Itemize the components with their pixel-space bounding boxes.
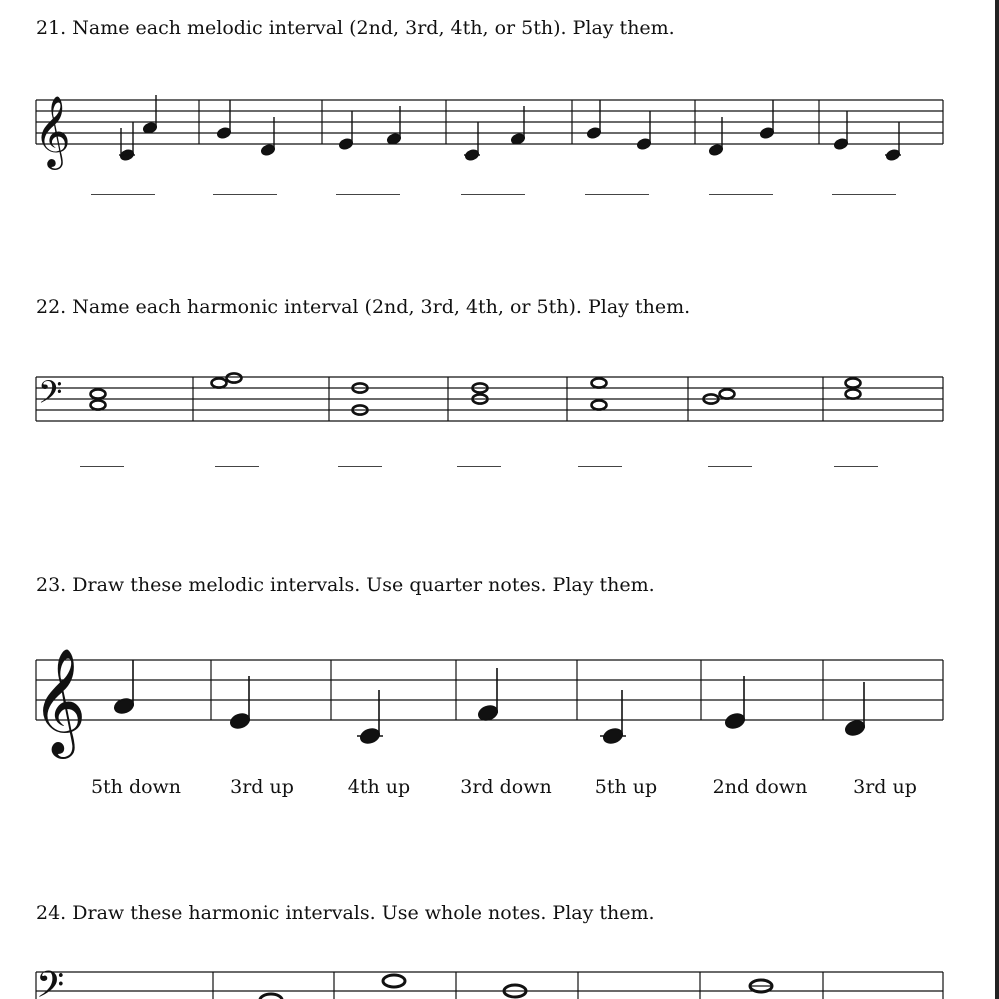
answer-blank-21-4[interactable]	[461, 194, 525, 195]
note-c4	[602, 727, 624, 746]
direction-label-3: 4th up	[347, 776, 411, 798]
whole-note	[91, 400, 106, 409]
answer-blank-21-3[interactable]	[336, 194, 400, 195]
bass-clef-icon: 𝄢	[36, 964, 65, 999]
answer-blank-22-7[interactable]	[834, 466, 878, 467]
whole-note	[592, 378, 607, 387]
question-21-staff	[0, 80, 999, 180]
question-22-staff	[0, 365, 999, 445]
answer-blank-21-7[interactable]	[832, 194, 896, 195]
answer-blank-22-1[interactable]	[80, 466, 124, 467]
whole-note	[592, 400, 607, 409]
question-24-title: 24. Draw these harmonic intervals. Use whole notes. Play them.	[36, 902, 655, 924]
direction-label-7: 3rd up	[853, 776, 917, 798]
direction-label-2: 3rd up	[230, 776, 294, 798]
note-c4	[359, 727, 381, 746]
question-23-title: 23. Draw these melodic intervals. Use quarter notes. Play them.	[36, 574, 655, 596]
note-e4	[229, 712, 251, 731]
answer-blank-21-6[interactable]	[709, 194, 773, 195]
whole-note	[846, 378, 861, 387]
whole-note	[383, 975, 405, 987]
whole-note	[720, 389, 735, 398]
treble-clef-icon: 𝄞	[34, 94, 71, 167]
answer-blank-21-2[interactable]	[213, 194, 277, 195]
whole-note	[212, 378, 227, 387]
direction-label-4: 3rd down	[460, 776, 552, 798]
direction-label-5: 5th up	[594, 776, 658, 798]
question-24-staff	[0, 960, 999, 999]
question-21-title: 21. Name each melodic interval (2nd, 3rd, 4th, or 5th). Play them.	[36, 17, 675, 39]
answer-blank-22-3[interactable]	[338, 466, 382, 467]
answer-blank-21-1[interactable]	[91, 194, 155, 195]
question-23-staff	[0, 640, 999, 760]
whole-note	[260, 994, 282, 999]
answer-blank-22-4[interactable]	[457, 466, 501, 467]
note-d4	[844, 719, 866, 738]
question-22-title: 22. Name each harmonic interval (2nd, 3rd, 4th, or 5th). Play them.	[36, 296, 691, 318]
bass-clef-icon: 𝄢	[38, 374, 63, 418]
whole-note	[227, 373, 242, 382]
answer-blank-22-6[interactable]	[708, 466, 752, 467]
answer-blank-22-5[interactable]	[578, 466, 622, 467]
direction-label-6: 2nd down	[712, 776, 808, 798]
treble-clef-icon: 𝄞	[32, 647, 87, 754]
answer-blank-22-2[interactable]	[215, 466, 259, 467]
whole-note	[91, 389, 106, 398]
direction-label-1: 5th down	[90, 776, 182, 798]
note-e4	[724, 712, 746, 731]
whole-note	[846, 389, 861, 398]
answer-blank-21-5[interactable]	[585, 194, 649, 195]
